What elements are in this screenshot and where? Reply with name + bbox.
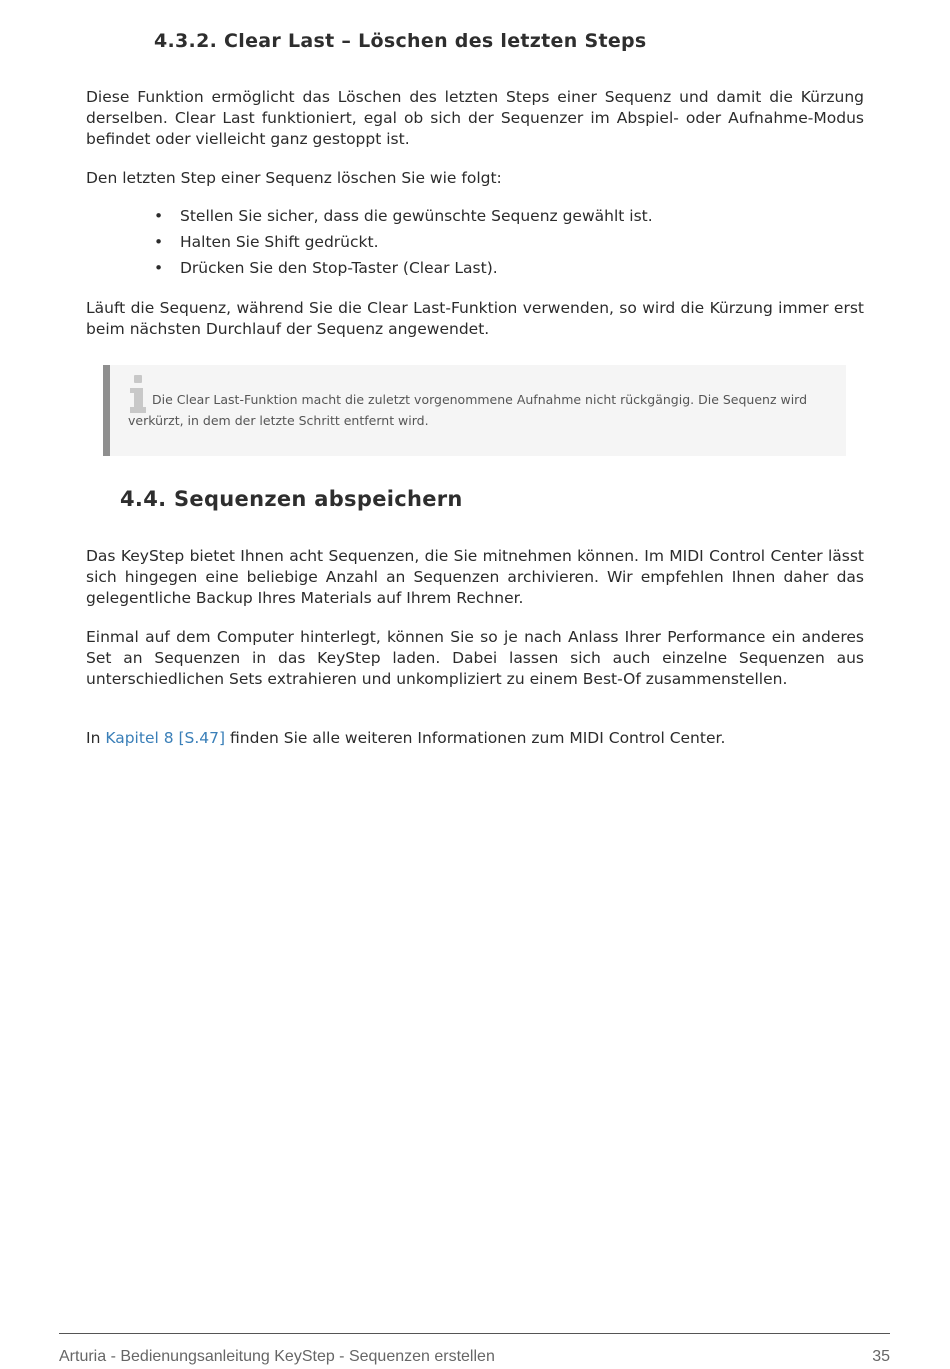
paragraph-steps-intro: Den letzten Step einer Sequenz löschen Sie wie folgt: [86, 169, 502, 187]
list-item [154, 258, 653, 284]
list-item [154, 206, 653, 232]
list-item-text: Drücken Sie den Stop-Taster (Clear Last). [180, 259, 498, 277]
paragraph-clear-last-intro: Diese Funktion ermöglicht das Löschen des letzten Steps einer Sequenz und damit die Kürzung derselben. Clear Last funktioniert, egal ob sich der Sequenzer im Abspiel- oder Aufnahme-Modus befindet oder vielleicht ganz gestoppt ist. [86, 88, 864, 148]
paragraph-chapter-reference [86, 728, 864, 749]
list-item [154, 232, 653, 258]
bullet-symbol: • [154, 233, 164, 251]
section-heading-4-3-2: 4.3.2. Clear Last – Löschen des letzten Steps [154, 30, 647, 52]
paragraph-clear-last-playback: Läuft die Sequenz, während Sie die Clear Last-Funktion verwenden, so wird die Kürzung immer erst beim nächsten Durchlauf der Sequenz angewendet. [86, 299, 864, 338]
bullet-symbol: • [154, 207, 164, 225]
bullet-symbol: • [154, 259, 164, 277]
chapter-8-link[interactable]: Kapitel 8 [S.47] [105, 729, 226, 747]
section-heading-4-4: 4.4. Sequenzen abspeichern [120, 487, 463, 511]
bullet-list [154, 206, 653, 284]
paragraph-sequences-intro: Das KeyStep bietet Ihnen acht Sequenzen, die Sie mitnehmen können. Im MIDI Control Center lässt sich hingegen eine beliebige Anzahl an Sequenzen archivieren. Wir empfehlen Ihnen daher das gelegentliche Backup Ihres Materials auf Ihrem Rechner. [86, 547, 864, 607]
list-item-text: Stellen Sie sicher, dass die gewünschte Sequenz gewählt ist. [180, 207, 653, 225]
footer-divider [59, 1333, 890, 1334]
info-note-box [103, 365, 846, 456]
footer-title: Arturia - Bedienungsanleitung KeyStep - Sequenzen erstellen [59, 1348, 495, 1365]
paragraph-computer-storage: Einmal auf dem Computer hinterlegt, können Sie so je nach Anlass Ihrer Performance ein anderes Set an Sequenzen in das KeyStep laden. Dabei lassen sich auch einzelne Sequenzen aus unterschiedlichen Sets extrahieren und unkompliziert zu einem Best-Of zusammenstellen. [86, 628, 864, 688]
page-number: 35 [872, 1348, 890, 1365]
info-note-text: Die Clear Last-Funktion macht die zuletzt vorgenommene Aufnahme nicht rückgängig. Die Sequenz wird verkürzt, in dem der letzte Schritt entfernt wird. [128, 392, 808, 428]
reference-text-before: In [86, 729, 106, 747]
list-item-text: Halten Sie Shift gedrückt. [180, 233, 379, 251]
reference-text-after: finden Sie alle weiteren Informationen zum MIDI Control Center. [225, 729, 726, 747]
